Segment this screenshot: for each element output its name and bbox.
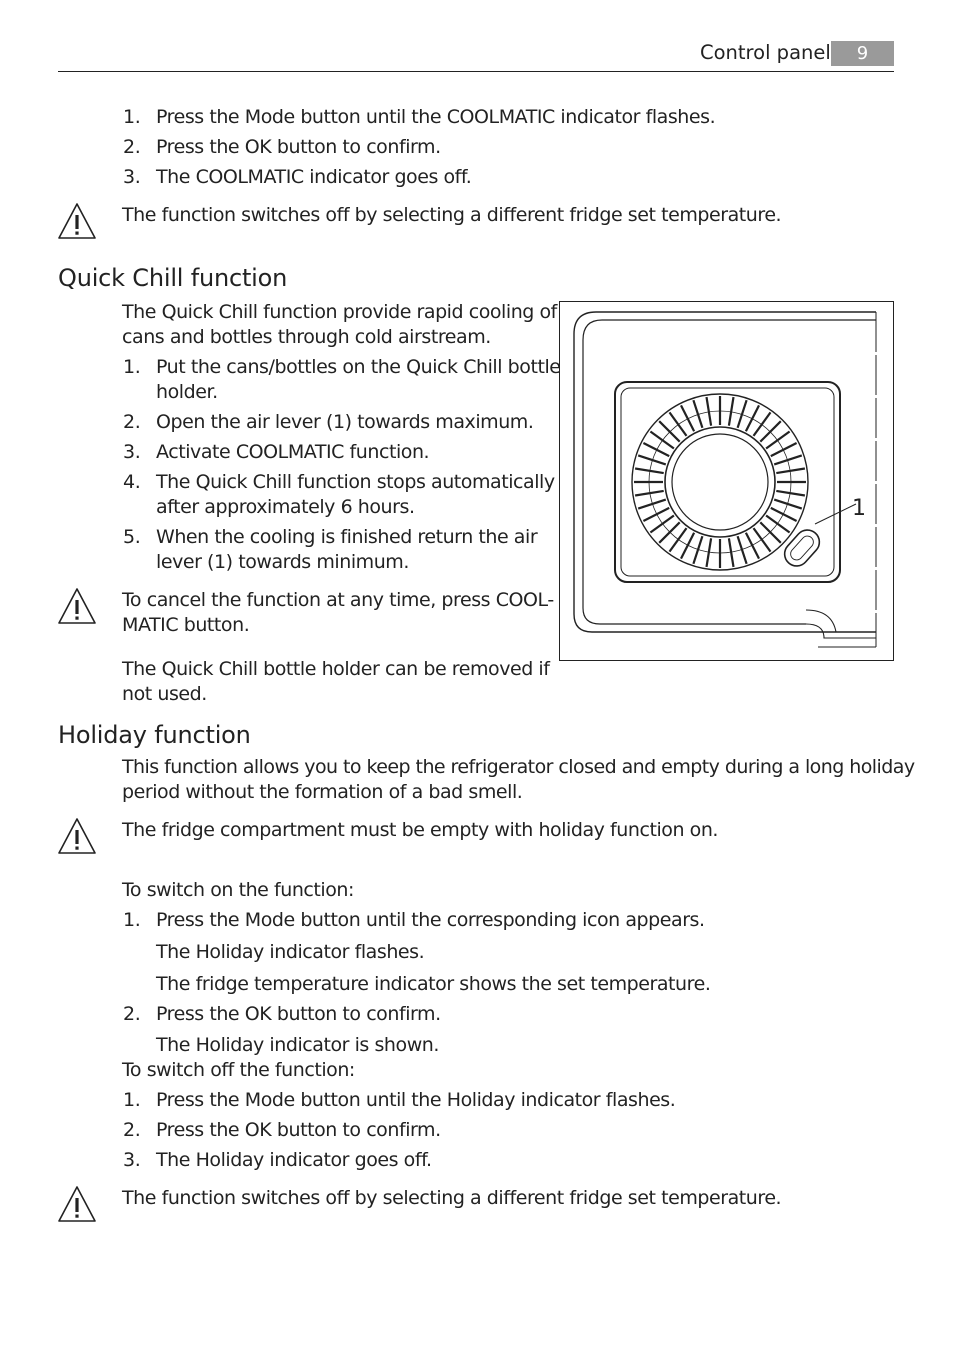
paragraph-line: To switch on the function: <box>122 879 354 901</box>
paragraph-line: The Quick Chill function provide rapid cooling of <box>122 301 557 323</box>
step-text: When the cooling is finished return the air <box>156 526 538 548</box>
paragraph-line: To switch off the function: <box>122 1059 355 1081</box>
step-text: after approximately 6 hours. <box>156 496 415 518</box>
step-subtext: The Holiday indicator flashes. <box>156 941 425 963</box>
vent-spoke <box>681 533 694 559</box>
step-number: 3. <box>123 1149 141 1171</box>
step-subtext: The fridge temperature indicator shows the set temperature. <box>156 973 711 995</box>
vent-spoke <box>681 405 694 431</box>
warning-text: The function switches off by selecting a different fridge set temperature. <box>122 204 782 226</box>
vent-spoke <box>650 516 674 533</box>
step-number: 1. <box>123 909 141 931</box>
air-lever-drawing <box>560 302 893 660</box>
vent-spoke <box>771 508 797 521</box>
step-number: 3. <box>123 166 141 188</box>
step-text: The Holiday indicator goes off. <box>156 1149 432 1171</box>
vent-spoke <box>693 400 702 428</box>
step-number: 2. <box>123 136 141 158</box>
warning-text: MATIC button. <box>122 614 250 636</box>
step-text: Press the Mode button until the Holiday indicator flashes. <box>156 1089 676 1111</box>
vent-spoke <box>693 536 702 564</box>
step-text: Open the air lever (1) towards maximum. <box>156 411 534 433</box>
vent-spoke <box>659 522 680 543</box>
paragraph-line: This function allows you to keep the refrigerator closed and empty during a long holiday <box>122 756 915 778</box>
step-number: 5. <box>123 526 141 548</box>
vent-spoke <box>774 455 802 464</box>
step-number: 2. <box>123 1119 141 1141</box>
vent-spoke <box>771 443 797 456</box>
step-number: 1. <box>123 1089 141 1111</box>
step-number: 1. <box>123 356 141 378</box>
step-text: holder. <box>156 381 218 403</box>
warning-icon <box>57 202 97 240</box>
paragraph-line: cans and bottles through cold airstream. <box>122 326 491 348</box>
air-lever-figure <box>559 301 894 661</box>
vent-spoke <box>670 528 687 552</box>
step-number: 2. <box>123 1003 141 1025</box>
vent-spoke <box>746 533 759 559</box>
step-text: Put the cans/bottles on the Quick Chill bottle <box>156 356 561 378</box>
air-lever <box>780 525 825 571</box>
vent-spoke <box>643 508 669 521</box>
vent-spoke <box>738 400 747 428</box>
step-number: 4. <box>123 471 141 493</box>
paragraph-line: not used. <box>122 683 207 705</box>
step-text: Press the OK button to confirm. <box>156 1119 441 1141</box>
step-text: Activate COOLMATIC function. <box>156 441 430 463</box>
step-number: 1. <box>123 106 141 128</box>
vent-spoke <box>754 528 771 552</box>
step-text: The Quick Chill function stops automatically <box>156 471 555 493</box>
header-rule <box>58 71 894 72</box>
vent-spoke <box>760 522 781 543</box>
step-text: Press the OK button to confirm. <box>156 1003 441 1025</box>
section-heading-quick-chill: Quick Chill function <box>58 264 288 292</box>
warning-text: The function switches off by selecting a different fridge set temperature. <box>122 1187 782 1209</box>
step-text: Press the Mode button until the COOLMATIC indicator flashes. <box>156 106 716 128</box>
step-number: 2. <box>123 411 141 433</box>
step-number: 3. <box>123 441 141 463</box>
warning-text: The fridge compartment must be empty with holiday function on. <box>122 819 719 841</box>
figure-callout-number: 1 <box>852 496 866 521</box>
vent-spoke <box>754 412 771 436</box>
vent-spoke <box>638 455 666 464</box>
vent-spoke <box>670 412 687 436</box>
vent-spoke <box>766 432 790 449</box>
vent-spoke <box>746 405 759 431</box>
warning-text: To cancel the function at any time, press COOL- <box>122 589 554 611</box>
step-text: The COOLMATIC indicator goes off. <box>156 166 472 188</box>
vent-spoke <box>643 443 669 456</box>
header-section-title: Control panel <box>700 41 831 64</box>
vent-spoke <box>738 536 747 564</box>
vent-spoke <box>774 500 802 509</box>
paragraph-line: The Quick Chill bottle holder can be removed if <box>122 658 550 680</box>
step-text: Press the OK button to confirm. <box>156 136 441 158</box>
page-number: 9 <box>831 41 894 66</box>
vent-spoke <box>638 500 666 509</box>
vent-spoke <box>659 421 680 442</box>
step-subtext: The Holiday indicator is shown. <box>156 1034 439 1056</box>
vent-spoke <box>650 432 674 449</box>
warning-icon <box>57 817 97 855</box>
vent-spoke <box>766 516 790 533</box>
step-text: Press the Mode button until the corresponding icon appears. <box>156 909 705 931</box>
vent-spoke <box>760 421 781 442</box>
warning-icon <box>57 1185 97 1223</box>
warning-icon <box>57 587 97 625</box>
paragraph-line: period without the formation of a bad smell. <box>122 781 523 803</box>
section-heading-holiday: Holiday function <box>58 721 251 749</box>
step-text: lever (1) towards minimum. <box>156 551 409 573</box>
